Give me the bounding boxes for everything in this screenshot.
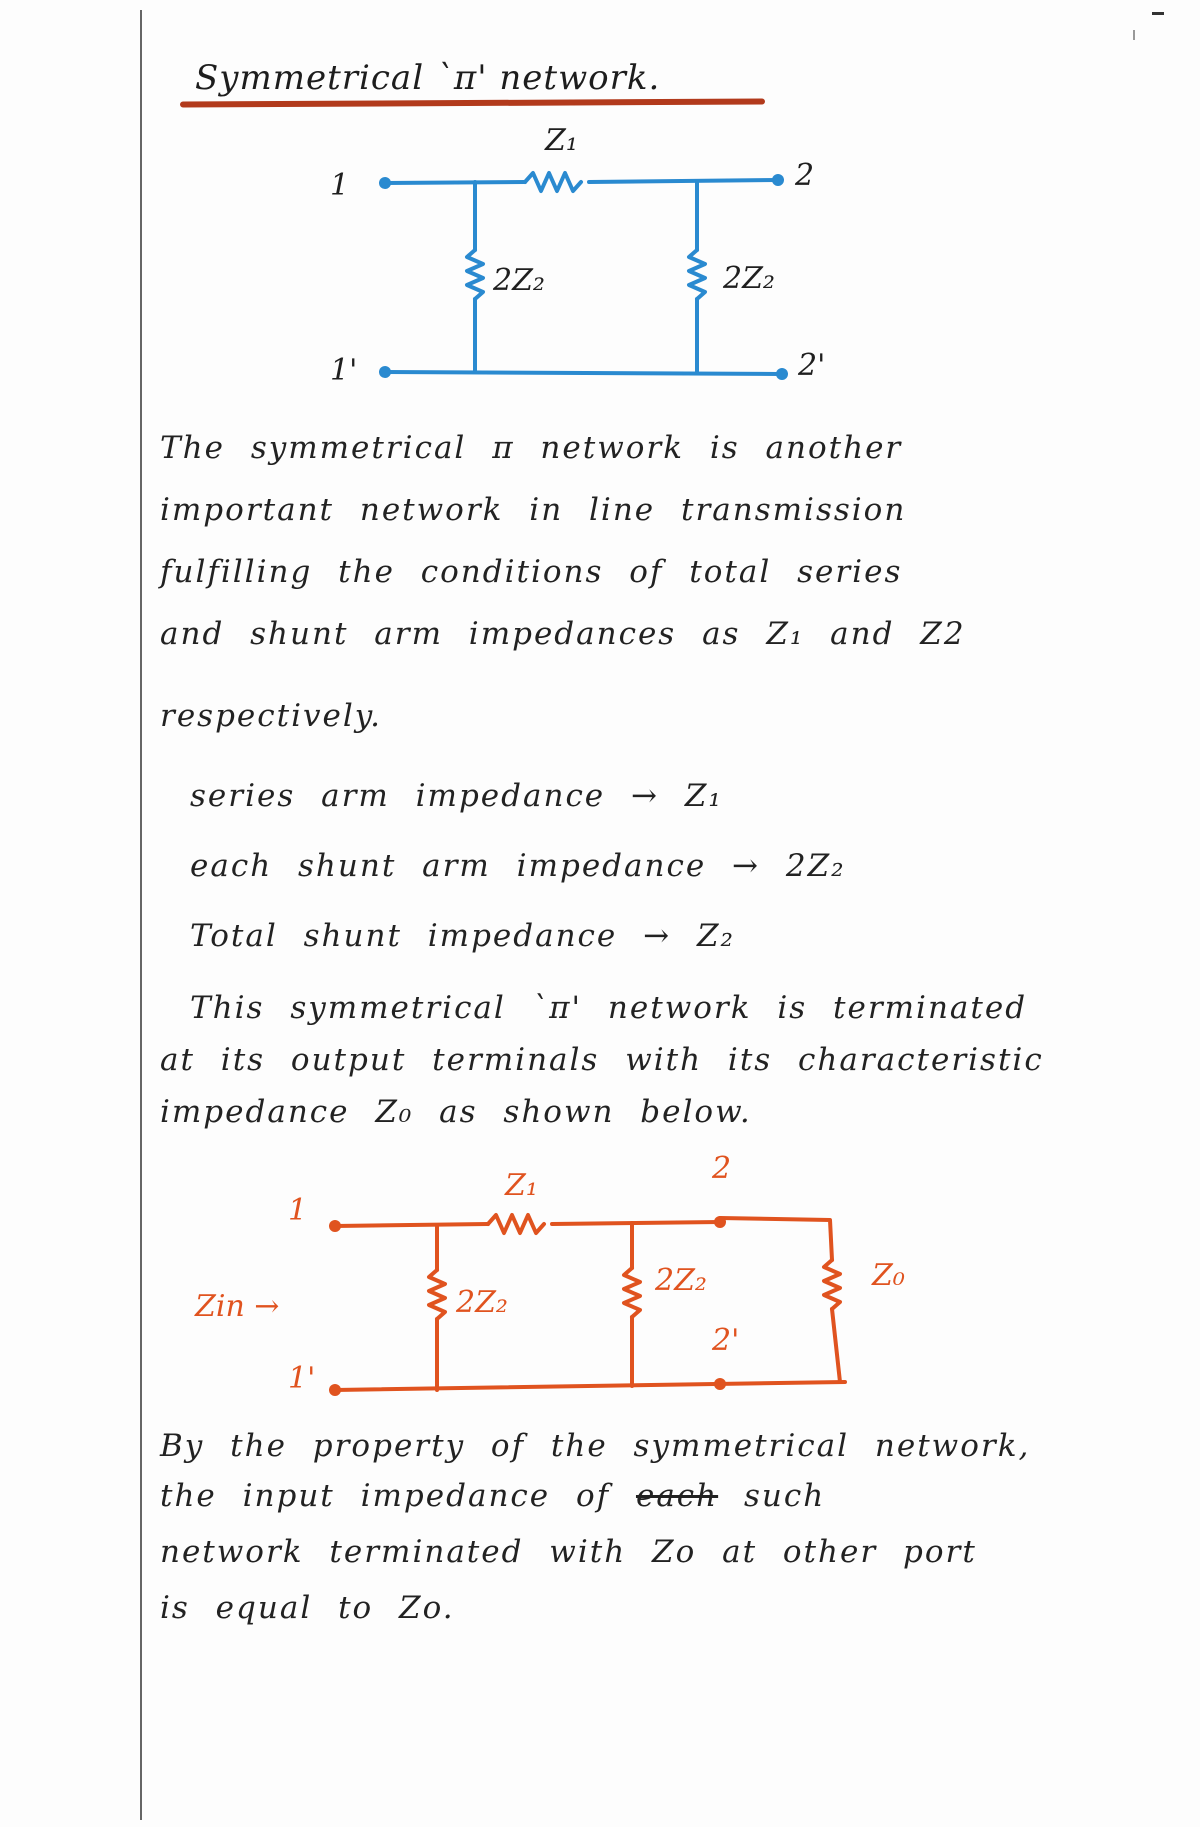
paragraph2-line-2: at its output terminals with its characteristic [160,1042,1044,1078]
circuit2-port-2p: 2' [712,1323,740,1358]
c2-shunt2-resistor [624,1268,640,1317]
circuit1-port-1p: 1' [330,353,358,388]
definition-each-shunt-arm: each shunt arm impedance → 2Z₂ [190,848,846,884]
paragraph3-line-1: By the property of the symmetrical network, [160,1428,1031,1464]
paragraph2-line-1: This symmetrical `π' network is terminated [190,990,1028,1026]
c2-top-wire-left [335,1224,488,1226]
circuit1-port-2: 2 [795,158,815,193]
struck-word-inline: each [635,1478,719,1514]
right-shunt-resistor [689,250,705,299]
c2-bottom-wire [335,1382,845,1390]
paragraph3-line-4: is equal to Zo. [160,1590,455,1626]
series-resistor [525,173,581,191]
c2-terminal-1 [329,1220,341,1232]
circuit1-port-2p: 2' [798,348,826,383]
paragraph3-line-2-text: the input impedance of each such [160,1478,826,1514]
circuit2-load-label: Z₀ [872,1258,905,1293]
top-wire-right [589,180,778,182]
c2-top-wire-mid [552,1222,720,1224]
bottom-wire [385,372,780,374]
left-shunt-resistor [467,250,483,299]
circuit2-input-label: Zin → [195,1289,280,1324]
circuit1-series-label: Z₁ [545,123,578,158]
c2-terminal-2 [714,1216,726,1228]
c2-load-resistor [824,1260,840,1309]
circuit2-port-1p: 1' [288,1361,316,1396]
paragraph2-line-3: impedance Z₀ as shown below. [160,1094,752,1130]
circuit2-shunt2-label: 2Z₂ [655,1263,707,1298]
circuit1-right-shunt-label: 2Z₂ [723,261,775,296]
terminated-pi-network-diagram [0,1150,1200,1410]
circuit2-series-label: Z₁ [505,1168,538,1203]
c2-terminal-2p [714,1378,726,1390]
paragraph1-line-3: fulfilling the conditions of total series [160,554,903,590]
terminal-2 [772,174,784,186]
c2-load-wire-bottom [832,1309,840,1382]
circuit2-port-2: 2 [712,1151,732,1186]
circuit1-left-shunt-label: 2Z₂ [493,263,545,298]
paragraph1-line-2: important network in line transmission [160,492,907,528]
paragraph1-line-1: The symmetrical π network is another [160,430,903,466]
page-title: Symmetrical `π' network. [195,58,661,98]
paragraph1-line-4: and shunt arm impedances as Z₁ and Z2 [160,616,966,652]
circuit2-port-1: 1 [288,1193,308,1228]
paragraph3-line-2 [160,1478,825,1514]
top-wire-left [385,182,525,183]
definition-series-arm: series arm impedance → Z₁ [190,778,723,814]
c2-shunt1-resistor [429,1270,445,1319]
circuit2-shunt1-label: 2Z₂ [456,1285,508,1320]
paragraph1-line-5: respectively. [160,698,383,734]
paragraph3-line-3: network terminated with Zo at other port [160,1534,977,1570]
c2-terminal-1p [329,1384,341,1396]
definition-total-shunt: Total shunt impedance → Z₂ [190,918,735,954]
terminal-1 [379,177,391,189]
terminal-1p [379,366,391,378]
c2-series-resistor [488,1215,544,1233]
c2-top-wire-right [720,1218,832,1260]
circuit1-port-1: 1 [330,168,350,203]
pi-network-diagram [0,0,1200,400]
terminal-2p [776,368,788,380]
